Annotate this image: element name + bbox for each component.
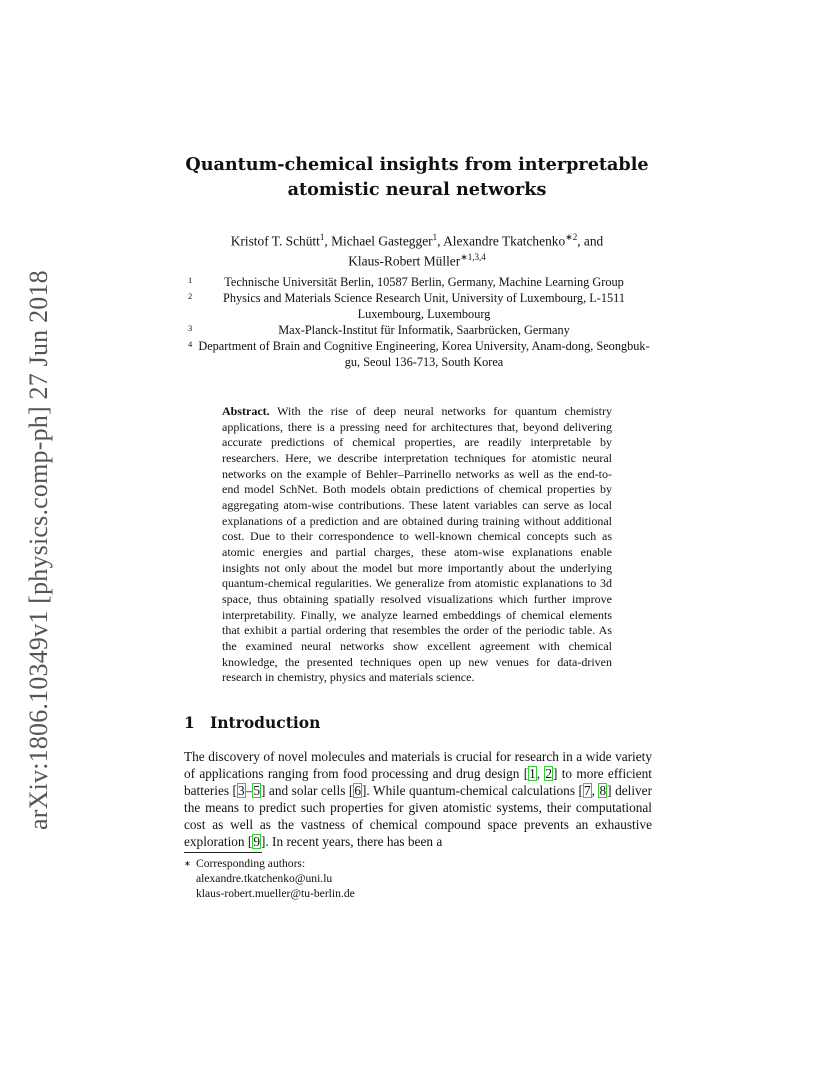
intro-text: The discovery of novel molecules and materials is crucial for research in a wide variety of applications ranging from food processing and drug design [ [184,749,652,782]
affiliation-number: 2 [188,291,193,301]
footnote-marker: ∗ [184,859,191,868]
author-3: Alexandre Tkatchenko [443,233,566,249]
affiliation-number: 3 [188,323,193,333]
citation-link[interactable]: 1 [529,766,536,782]
author-4: Klaus-Robert Müller [348,253,461,269]
affiliation-2 [160,290,674,322]
authors-line-2 [160,249,674,269]
author-4-affil: ∗1,3,4 [460,252,486,263]
author-1-affil: 1 [319,232,325,242]
author-list [160,229,674,270]
citation-link[interactable]: 7 [583,783,591,799]
intro-text: ]. In recent years, there has been a [260,834,443,850]
authors-line-1: Kristof T. Schütt$^1$, Michael Gastegger$^1$, Alexandre Tkatchenko$^{∗2}$, and [230,232,604,249]
affiliation-number: 4 [188,339,193,349]
abstract-heading: Abstract. [222,404,270,418]
footnote-label-line [184,856,584,871]
author-1: Kristof T. Schütt [230,233,320,249]
title-line-1: Quantum-chemical insights from interpretable [185,154,649,175]
affiliations [160,274,674,370]
citation-link[interactable]: 6 [354,783,361,799]
affiliation-text: Max-Planck-Institut für Informatik, Saarbrücken, Germany [278,323,570,337]
affiliation-4 [160,338,674,370]
citation-link[interactable]: 3 [238,783,245,799]
footnote-label: Corresponding authors: [196,857,306,870]
footnote [184,856,584,901]
footnote-email-1[interactable]: alexandre.tkatchenko@uni.lu [196,872,333,885]
citation-link[interactable]: 9 [253,834,260,850]
title-line-2: atomistic neural networks [287,179,547,200]
intro-text: ] to more efficient batteries [ [184,766,652,799]
author-2: Michael Gastegger [331,233,433,249]
affiliation-text: Physics and Materials Science Research Unit, University of Luxembourg, L-1511 Luxembourg, Luxembourg [223,291,625,321]
arxiv-sidebar-stamp: arXiv:1806.10349v1 [physics.comp-ph] 27 Jun 2018 [24,270,53,830]
intro-text: – [245,783,253,799]
intro-text: ] deliver the means to predict such properties for given atomistic systems, their computational cost as well as the vastness of chemical compound space prevents an exhaustive exploration [ [184,783,652,850]
section-title: Introduction [210,713,321,732]
author-3-affil: ∗2 [565,232,578,242]
abstract-text: With the rise of deep neural networks for quantum chemistry applications, there is a pressing need for architectures that, beyond delivering accurate predictions of chemical properties, are readily interpretable by researchers. Here, we describe interpretation techniques for atomistic neural networks on the example of Behler–Parrinello networks as well as the end-to-end model SchNet. Both models obtain predictions of chemical properties by aggregating atom-wise contributions. These latent variables can serve as local explanations of a prediction and are obtained during training without additional cost. Due to their correspondence to well-known chemical concepts such as atomic energies and partial charges, these atom-wise explanations enable insights not only about the model but more importantly about the underlying quantum-chemical regularities. We generalize from atomistic explanations to 3d space, thus obtaining spatially resolved visualizations which further improve interpretability. Finally, we analyze learned embeddings of chemical elements that exhibit a partial ordering that resembles the order of the periodic table. As the examined neural networks show excellent agreement with chemical knowledge, the presented techniques open up new venues for data-driven research in chemistry, physics and materials science. [222,404,612,685]
citation-link[interactable]: 8 [599,783,607,799]
citation-link[interactable]: 2 [545,766,553,782]
section-number: 1 [184,713,195,732]
affiliation-number: 1 [188,275,193,285]
paper-title [150,152,684,202]
intro-text: ] and solar cells [ [260,783,354,799]
intro-text: , [536,766,545,782]
citation-link[interactable]: 5 [253,783,260,799]
affiliation-text: Department of Brain and Cognitive Engineering, Korea University, Anam-dong, Seongbuk-gu, Seoul 136-713, South Korea [198,339,650,369]
intro-text: , [591,783,599,799]
affiliation-3 [160,322,674,338]
affiliation-1 [160,274,674,290]
footnote-rule [184,852,262,853]
abstract [222,404,612,686]
author-2-affil: 1 [432,232,438,242]
intro-text: ]. While quantum-chemical calculations [ [361,783,583,799]
author-and: and [583,233,604,249]
introduction-paragraph [184,748,652,851]
footnote-email-2[interactable]: klaus-robert.mueller@tu-berlin.de [196,887,355,900]
affiliation-text: Technische Universität Berlin, 10587 Berlin, Germany, Machine Learning Group [224,275,624,289]
